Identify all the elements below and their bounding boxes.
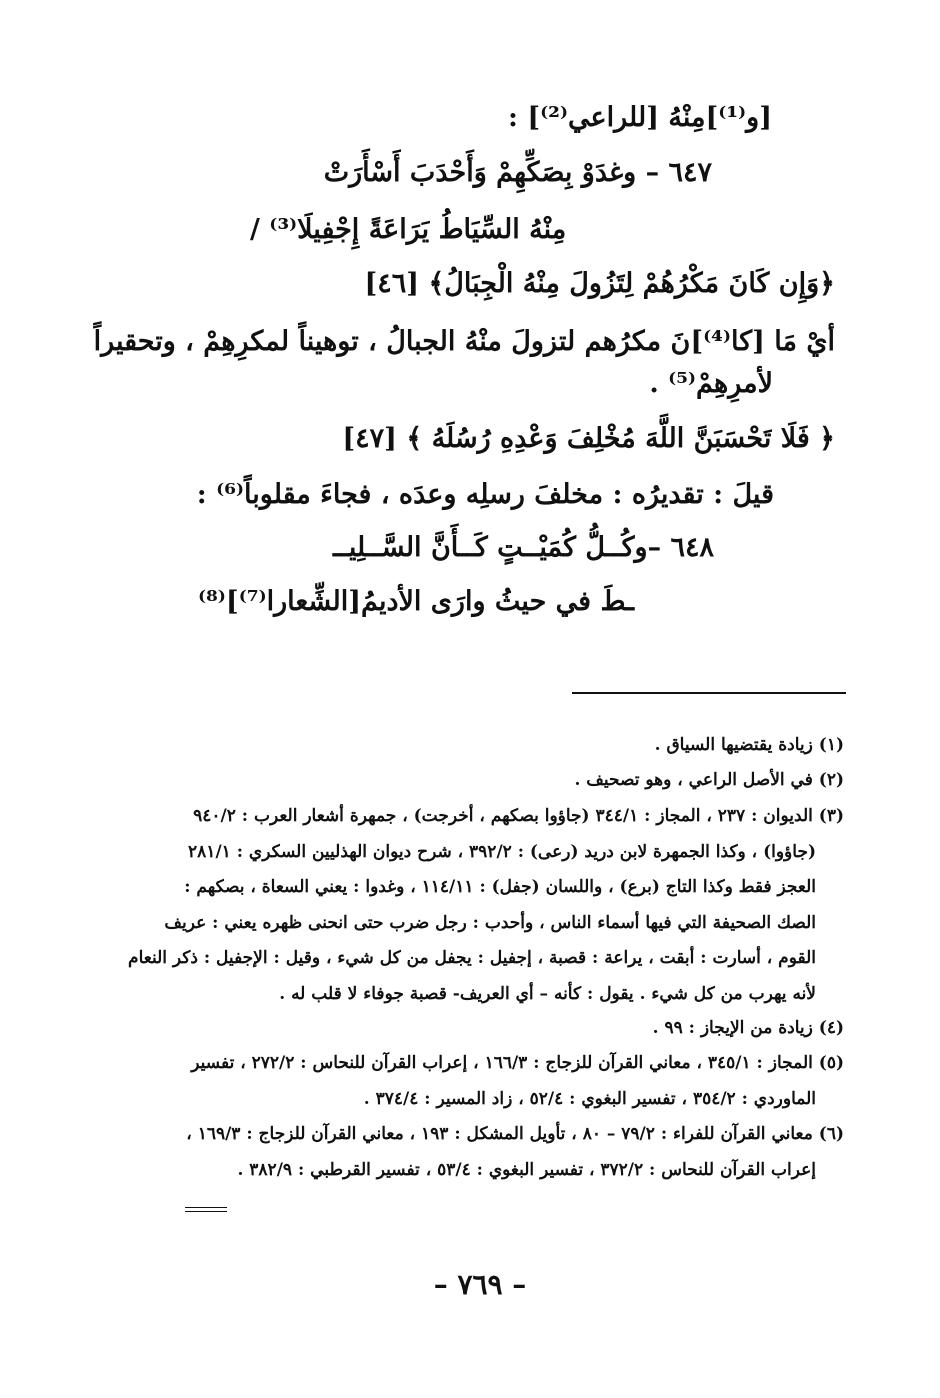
footnote-6-line-1: (٦) معاني القرآن للفراء : ٧٩/٢ – ٨٠ ، تأويل المشكل : ١٩٣ ، معاني القرآن للزجاج : ١٦٩/٣ ، bbox=[186, 1124, 844, 1144]
footnote-3-line-2: (جاؤوا) ، وكذا الجمهرة لابن دريد (رعى) : ٣٩٢/٢ ، شرح ديوان الهذليين السكري : ٢٨١/١ bbox=[188, 842, 816, 862]
verse-648-first-hemistich: ٦٤٨ –وكُــلُّ كُمَيْــتٍ كَــأَنَّ السَّــلِيــ bbox=[333, 532, 714, 563]
footnote-5-line-1: (٥) المجاز : ٣٤٥/١ ، معاني القرآن للزجاج : ١٦٦/٣ ، إعراب القرآن للنحاس : ٢٧٢/٢ ، تفسير bbox=[191, 1053, 844, 1073]
commentary-line-2: لأمرِهِمْ⁽⁵⁾ . bbox=[649, 368, 773, 399]
quran-verse-46: ﴿وَإِن كَانَ مَكْرُهُمْ لِتَزُولَ مِنْهُ الْجِبَالُ﴾ [٤٦] bbox=[364, 268, 835, 299]
footnote-5-line-2: الماوردي : ٣٥٤/٢ ، تفسير البغوي : ٥٢/٤ ، زاد المسير : ٣٧٤/٤ . bbox=[363, 1089, 816, 1109]
footnote-separator bbox=[572, 692, 846, 694]
verse-647-second-hemistich: مِنْهُ السِّيَاطُ يَرَاعَةً إِجْفِيلَا⁽³⁾ / bbox=[250, 214, 567, 245]
end-notes-mark bbox=[185, 1207, 227, 1212]
qila-line: قيلَ : تقديرُه : مخلفَ رسلِه وعدَه ، فجاءَ مقلوباً⁽⁶⁾ : bbox=[196, 479, 774, 510]
footnote-3-line-5: القوم ، أسارت : أبقت ، يراعة : قصبة ، إجفيل : يجفل من كل شيء ، وقيل : الإجفيل : ذكر النعام bbox=[128, 948, 816, 968]
verse-647-first-hemistich: ٦٤٧ – وغدَوْ بِصَكِّهِمْ وَأَحْدَبَ أَسْأَرَتْ bbox=[323, 157, 712, 188]
footnote-3-line-1: (٣) الديوان : ٢٣٧ ، المجاز : ٣٤٤/١ (جاؤوا بصكهم ، أخرجت) ، جمهرة أشعار العرب : ٩٤٠/٢ bbox=[193, 806, 844, 826]
commentary-line-1: أيْ مَا [كا⁽⁴⁾]نَ مكرُهم لتزولَ منْهُ الجبالُ ، توهيناً لمكرِهِمْ ، وتحقيراً bbox=[93, 326, 835, 357]
footnote-3-line-6: لأنه يهرب من كل شيء . يقول : كأنه – أي العريف- قصبة جوفاء لا قلب له . bbox=[279, 984, 816, 1004]
intro-line: [و⁽¹⁾]مِنْهُ [للراعي⁽²⁾] : bbox=[507, 102, 772, 133]
footnote-3-line-3: العجز فقط وكذا التاج (برع) ، واللسان (جفل) : ١١٤/١١ ، وغدوا : يعني السعاة ، بصكهم : bbox=[184, 877, 816, 897]
footnote-6-line-2: إعراب القرآن للنحاس : ٣٧٢/٢ ، تفسير البغوي : ٥٣/٤ ، تفسير القرطبي : ٣٨٢/٩ . bbox=[237, 1160, 816, 1180]
quran-verse-47: ﴿ فَلَا تَحْسَبَنَّ اللَّهَ مُخْلِفَ وَعْدِهِ رُسُلَهُ ﴾ [٤٧] bbox=[342, 423, 835, 454]
footnote-1: (١) زيادة يقتضيها السياق . bbox=[654, 735, 844, 755]
footnote-2: (٢) في الأصل الراعي ، وهو تصحيف . bbox=[574, 770, 844, 790]
verse-648-second-hemistich: ـطَ في حيثُ وارَى الأديمُ[الشِّعارا⁽⁷⁾]⁽⁸⁾ bbox=[198, 586, 635, 617]
footnote-4: (٤) زيادة من الإيجاز : ٩٩ . bbox=[652, 1018, 844, 1038]
footnote-3-line-4: الصك الصحيفة التي فيها أسماء الناس ، وأحدب : رجل ضرب حتى انحنى ظهره يعني : عريف bbox=[164, 913, 816, 933]
page-number: – ٧٦٩ – bbox=[433, 1268, 527, 1301]
